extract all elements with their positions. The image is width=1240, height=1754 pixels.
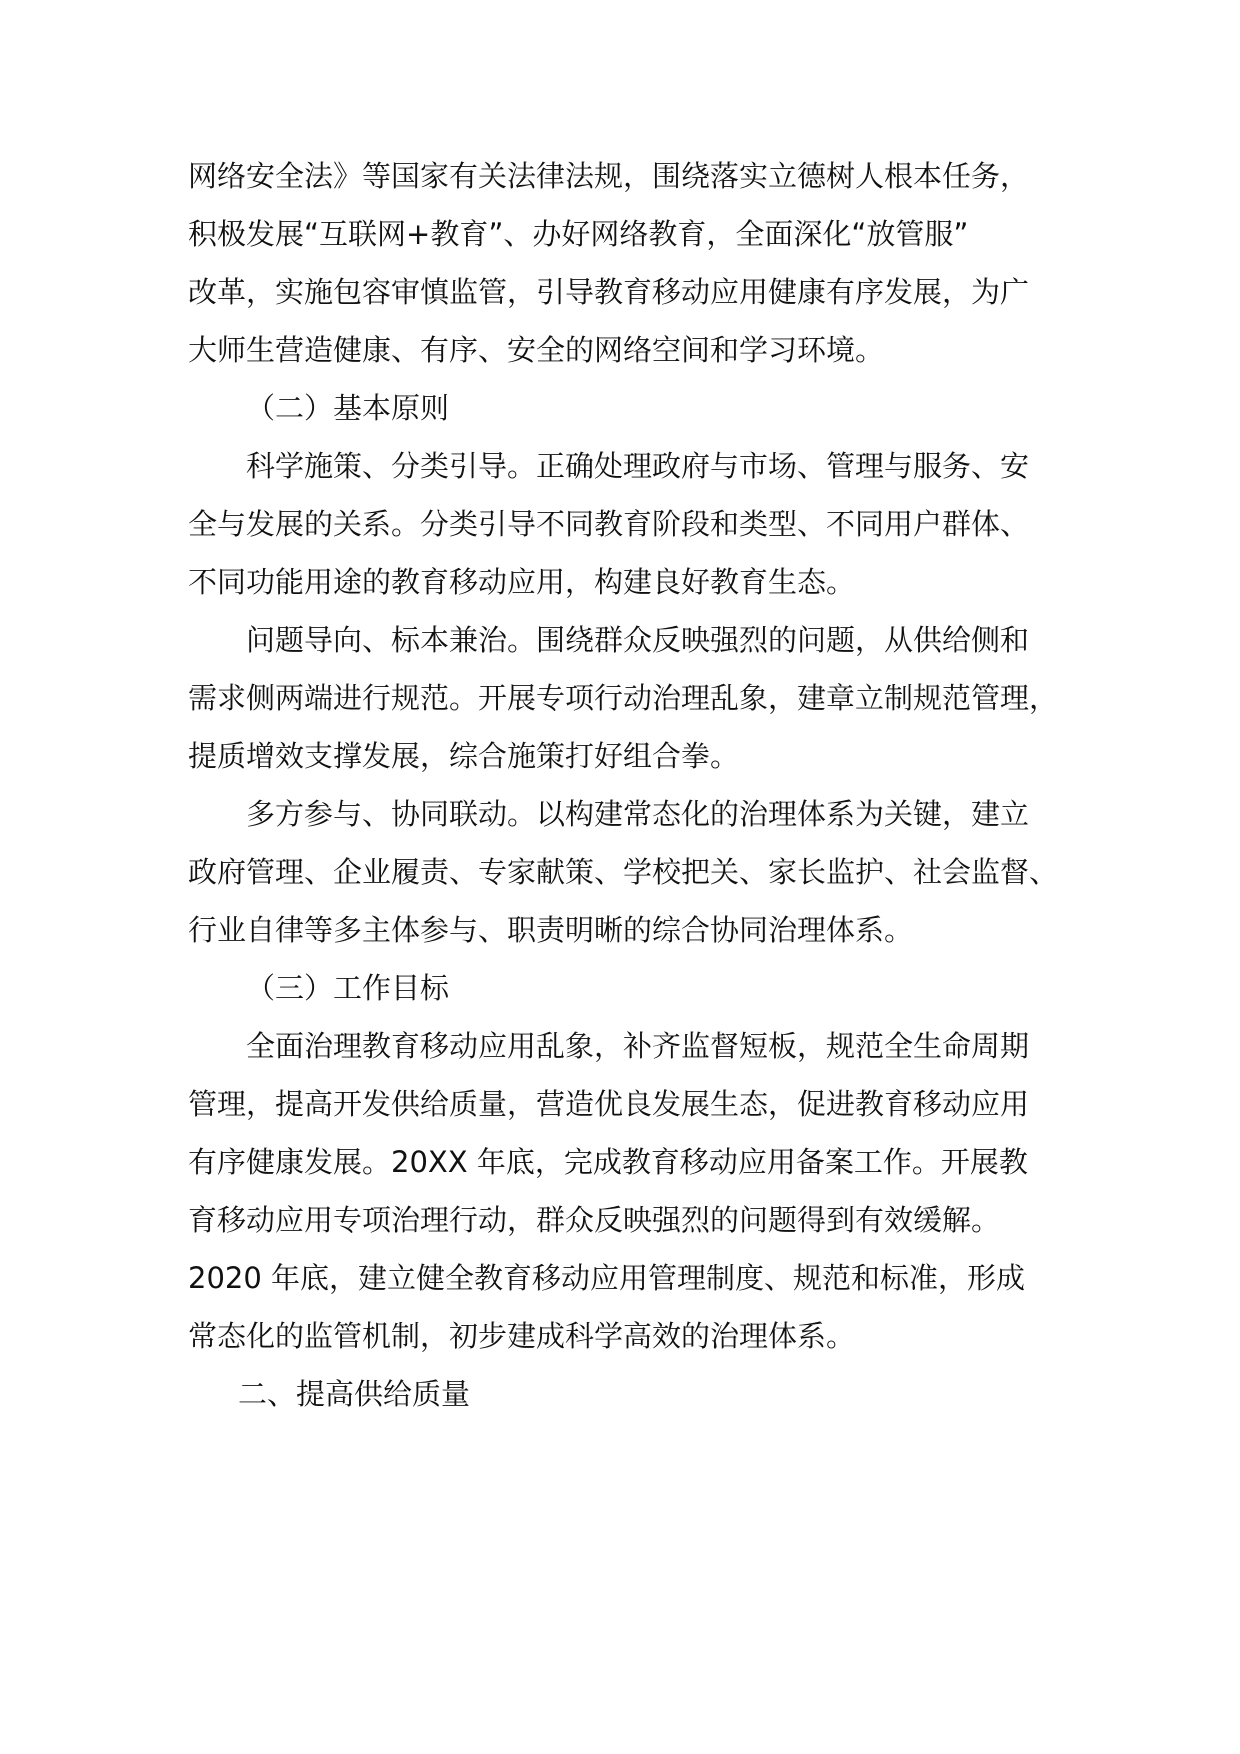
paragraph-line: 全与发展的关系。分类引导不同教育阶段和类型、不同用户群体、 [188,507,1030,541]
paragraph-line: 科学施策、分类引导。正确处理政府与市场、管理与服务、安 [246,449,1030,483]
paragraph-line: 全面治理教育移动应用乱象，补齐监督短板，规范全生命周期 [246,1029,1030,1063]
paragraph-line: 改革，实施包容审慎监管，引导教育移动应用健康有序发展，为广 [188,275,1030,309]
paragraph-line: 不同功能用途的教育移动应用，构建良好教育生态。 [188,565,856,599]
subheading-basic-principles: （二）基本原则 [246,391,450,425]
section-heading-supply-quality: 二、提高供给质量 [238,1377,471,1411]
paragraph-line: 积极发展“互联网+教育”、办好网络教育，全面深化“放管服” [188,217,969,251]
paragraph-line: 需求侧两端进行规范。开展专项行动治理乱象，建章立制规范管理， [188,681,1059,715]
paragraph-line: 提质增效支撑发展，综合施策打好组合拳。 [188,739,740,773]
paragraph-line: 2020 年底，建立健全教育移动应用管理制度、规范和标准，形成 [188,1261,1026,1295]
paragraph-line: 大师生营造健康、有序、安全的网络空间和学习环境。 [188,333,885,367]
paragraph-line: 多方参与、协同联动。以构建常态化的治理体系为关键，建立 [246,797,1030,831]
paragraph-line: 育移动应用专项治理行动，群众反映强烈的问题得到有效缓解。 [188,1203,1001,1237]
paragraph-line: 行业自律等多主体参与、职责明晰的综合协同治理体系。 [188,913,914,947]
paragraph-line: 网络安全法》等国家有关法律法规，围绕落实立德树人根本任务， [188,159,1030,193]
subheading-work-goals: （三）工作目标 [246,971,450,1005]
paragraph-line: 政府管理、企业履责、专家献策、学校把关、家长监护、社会监督、 [188,855,1059,889]
paragraph-line: 管理，提高开发供给质量，营造优良发展生态，促进教育移动应用 [188,1087,1030,1121]
paragraph-line: 问题导向、标本兼治。围绕群众反映强烈的问题，从供给侧和 [246,623,1030,657]
paragraph-line: 有序健康发展。20XX 年底，完成教育移动应用备案工作。开展教 [188,1145,1028,1179]
paragraph-line: 常态化的监管机制，初步建成科学高效的治理体系。 [188,1319,856,1353]
